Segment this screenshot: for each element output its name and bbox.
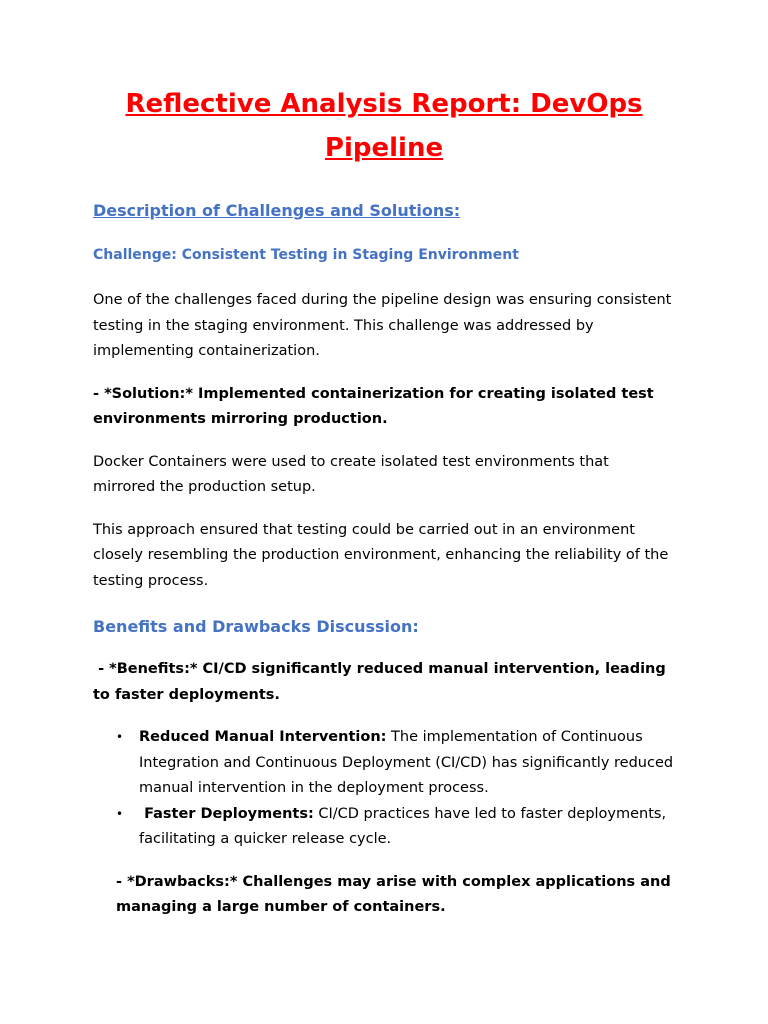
paragraph-docker: Docker Containers were used to create isolated test environments that mirrored the production setup. (93, 453, 609, 495)
benefits-list (93, 708, 675, 853)
list-item-text: CI/CD practices have led to faster deployments, facilitating a quicker release cycle. (139, 805, 667, 847)
benefits-text: - *Benefits:* CI/CD significantly reduced manual intervention, leading to faster deployments. (93, 661, 671, 703)
page-title: Reflective Analysis Report: DevOps Pipeline (125, 89, 643, 163)
challenge-heading: Challenge: Consistent Testing in Staging Environment (93, 247, 519, 263)
list-item-text: The implementation of Continuous Integration and Continuous Deployment (CI/CD) has significantly reduced manual intervention in the deployment process. (139, 729, 674, 796)
bullet-icon: • (116, 730, 124, 744)
paragraph-challenge: One of the challenges faced during the pipeline design was ensuring consistent testing in the staging environment. This challenge was addressed by implementing containerization. (93, 292, 672, 359)
list-item-label: Reduced Manual Intervention: (139, 729, 387, 745)
list-item (93, 802, 675, 853)
drawbacks-text: - *Drawbacks:* Challenges may arise with complex applications and managing a large number of containers. (116, 873, 671, 915)
section-heading-benefits: Benefits and Drawbacks Discussion: (93, 617, 419, 636)
bullet-icon: • (116, 806, 124, 821)
list-item-label: Faster Deployments: (139, 805, 314, 822)
list-item (93, 725, 675, 802)
section-heading-challenges: Description of Challenges and Solutions: (93, 201, 461, 220)
solution-text: - *Solution:* Implemented containerization for creating isolated test environments mirroring production. (93, 385, 654, 427)
paragraph-approach: This approach ensured that testing could be carried out in an environment closely resembling the production environment, enhancing the reliability of the testing process. (93, 521, 669, 589)
